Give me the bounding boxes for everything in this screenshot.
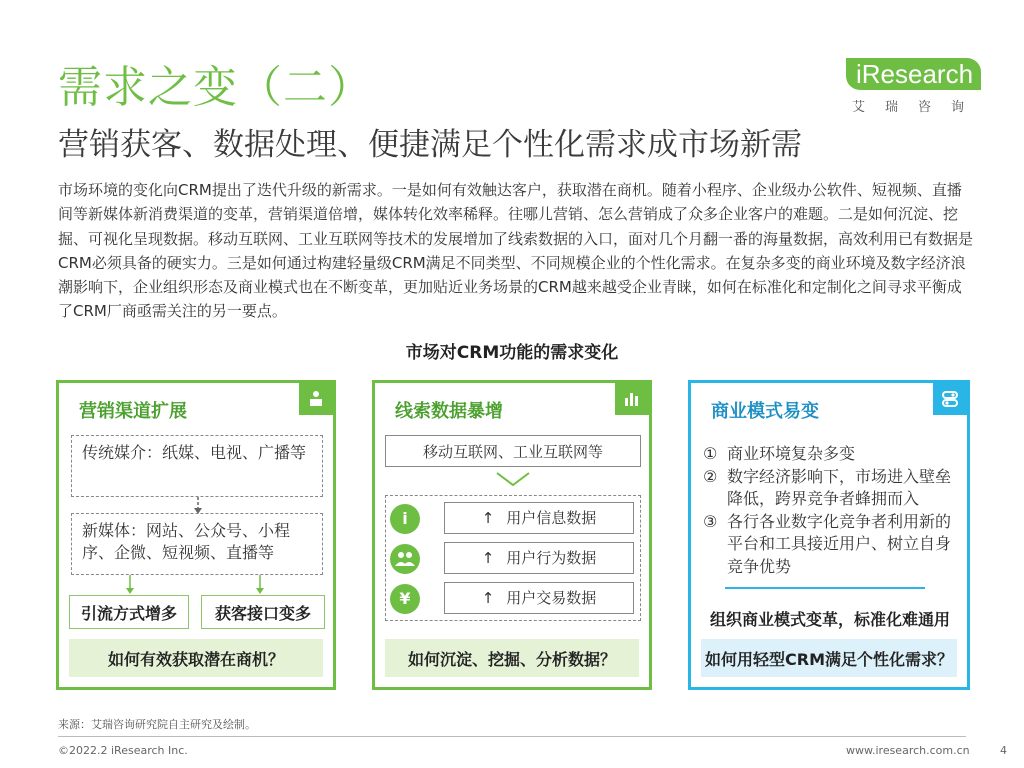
arrow-down-icon [125,575,135,595]
iresearch-logo [846,58,985,118]
card-marketing-title: 营销渠道扩展 [79,401,187,422]
traditional-media-box: 传统媒介：纸媒、电视、广播等 [71,435,323,497]
list-text: 商业环境复杂多变 [727,444,856,463]
list-item [703,466,957,511]
new-media-box: 新媒体：网站、公众号、小程序、企微、短视频、直播等 [71,513,323,575]
page-number: 4 [1000,744,1007,757]
card-marketing [56,380,336,690]
logo-wordmark: iResearch [846,58,981,90]
source-note: 来源：艾瑞咨询研究院自主研究及绘制。 [58,718,256,731]
card-business-question: 如何用轻型CRM满足个性化需求？ [701,639,957,677]
list-number: ① [703,444,718,463]
list-text: 数字经济影响下，市场进入壁垒降低，跨界竞争者蜂拥而入 [727,466,952,508]
up-arrow-icon: ↑ [481,589,495,607]
business-points [703,443,957,578]
up-arrow-icon: ↑ [481,549,495,567]
up-arrow-icon: ↑ [481,509,495,527]
intro-paragraph: 市场环境的变化向CRM提出了迭代升级的新需求。一是如何有效触达客户，获取潜在商机。随着小程序、企业级办公软件、短视频、直播间等新媒体新消费渠道的变革，营销渠道倍增，媒体转化效率稀释。往哪儿营销、怎么营销成了众多企业客户的难题。二是如何沉淀、挖掘、可视化呈现数据。移动互联网、工业互联网等技术的发展增加了线索数据的入口，面对几个月翻一番的海量数据，高效利用已有数据是CRM必须具备的硬实力。三是如何通过构建轻量级CRM满足不同类型、不同规模企业的个性化需求。在复杂多变的商业环境及数字经济浪潮影响下，企业组织形态及商业模式也在不断变革，更加贴近业务场景的CRM越来越受企业青睐，如何在标准化和定制化之间寻求平衡成了CRM厂商亟需关注的另一要点。 [58,181,974,321]
switch-icon [933,383,967,415]
diagram-title: 市场对CRM功能的需求变化 [405,343,619,363]
arrow-down-icon [255,575,265,595]
result-traffic-box: 引流方式增多 [69,595,189,629]
data-item [444,502,634,534]
list-number: ③ [703,511,718,531]
people-icon [390,544,420,574]
card-business-title: 商业模式易变 [711,401,819,422]
copyright: ©2022.2 iResearch Inc. [58,744,188,757]
card-data-question: 如何沉淀、挖掘、分析数据？ [385,639,639,677]
business-conclusion: 组织商业模式变革，标准化难通用 [709,610,950,629]
data-item [444,542,634,574]
logo-chinese: 艾瑞咨询 [852,100,985,115]
info-icon: i [390,504,420,534]
list-number: ② [703,466,718,486]
card-marketing-question: 如何有效获取潜在商机？ [69,639,323,677]
divider [725,587,925,589]
yen-icon: ¥ [390,584,420,614]
data-source-box: 移动互联网、工业互联网等 [385,435,641,467]
person-podium-icon [299,383,333,415]
page-title: 需求之变（二） [58,62,373,113]
list-item [703,443,957,466]
footer-divider [58,736,966,737]
data-item-label: 用户交易数据 [506,589,597,607]
list-item [703,511,957,579]
card-business [688,380,970,690]
data-item [444,582,634,614]
result-acquisition-box: 获客接口变多 [201,595,325,629]
website-link: www.iresearch.com.cn [846,744,970,757]
card-data-title: 线索数据暴增 [395,401,503,422]
data-types-group [385,495,641,621]
chevron-down-icon [495,471,531,489]
bar-chart-icon [615,383,649,415]
page-subtitle: 营销获客、数据处理、便捷满足个性化需求成市场新需 [58,127,802,163]
card-data [372,380,652,690]
list-text: 各行各业数字化竞争者利用新的平台和工具接近用户、树立自身竞争优势 [727,511,952,576]
data-item-label: 用户行为数据 [506,549,597,567]
data-item-label: 用户信息数据 [506,509,597,527]
